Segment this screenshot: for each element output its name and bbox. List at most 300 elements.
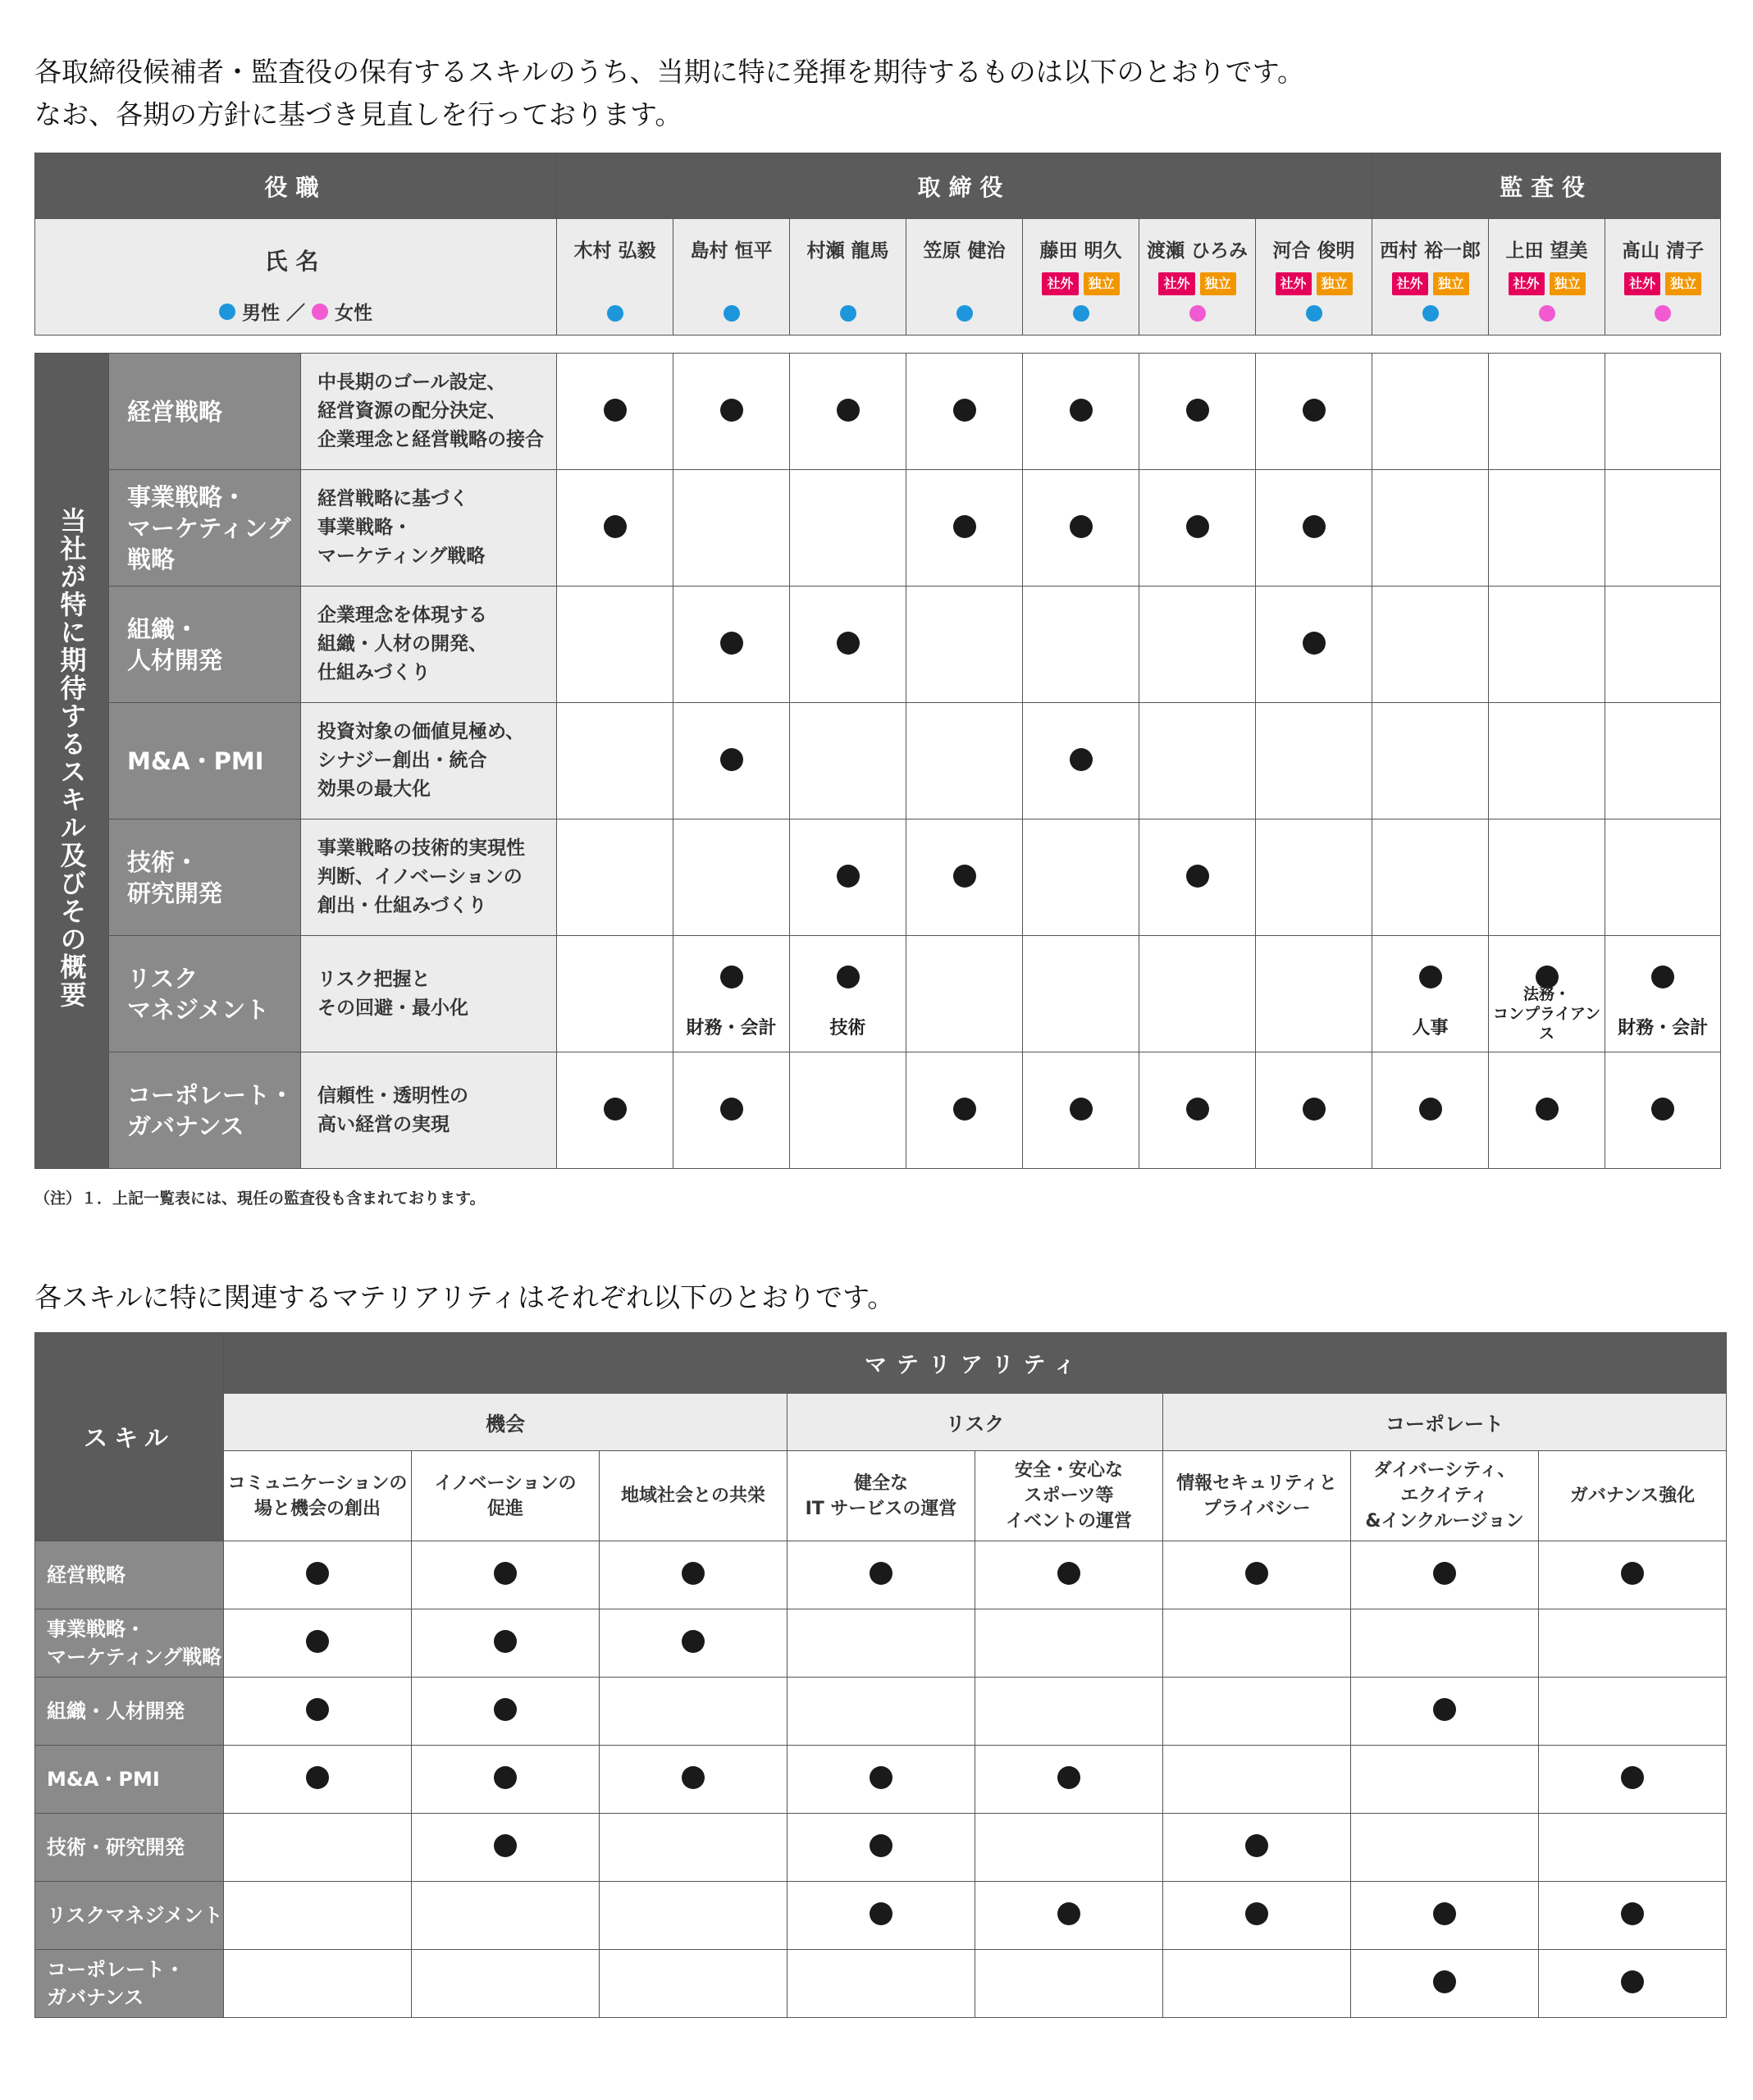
materiality-column-line: コミュニケーションの xyxy=(227,1472,408,1494)
materiality-cell xyxy=(1539,1746,1727,1814)
check-dot-icon xyxy=(1303,399,1326,422)
skill-cell xyxy=(1372,936,1489,1052)
skill-name xyxy=(109,936,301,1052)
skill-description xyxy=(301,354,557,470)
materiality-cell xyxy=(1163,1882,1351,1950)
skill-cell xyxy=(790,587,906,703)
skill-cell xyxy=(557,587,673,703)
skill-cell xyxy=(1372,587,1489,703)
skill-name-line: リスク xyxy=(127,964,199,993)
materiality-cell xyxy=(1539,1678,1727,1746)
materiality-cell xyxy=(1351,1541,1539,1609)
check-dot-icon xyxy=(837,966,860,988)
materiality-skill-line: M&A・PMI xyxy=(47,1768,160,1791)
male-dot-icon xyxy=(219,304,235,320)
check-dot-icon xyxy=(494,1766,517,1789)
check-dot-icon xyxy=(953,399,976,422)
independent-tag: 独立 xyxy=(1433,272,1469,295)
materiality-column xyxy=(412,1451,600,1541)
materiality-cell xyxy=(787,1882,975,1950)
skill-cell xyxy=(1023,936,1139,1052)
legend-male: 男性 xyxy=(242,303,280,324)
skill-cell xyxy=(557,354,673,470)
check-dot-icon xyxy=(604,399,627,422)
materiality-row xyxy=(35,1609,1727,1678)
check-dot-icon xyxy=(682,1562,705,1585)
person-tags xyxy=(1605,272,1720,295)
materiality-cell xyxy=(412,1678,600,1746)
check-dot-icon xyxy=(1057,1766,1080,1789)
materiality-cell xyxy=(224,1609,412,1678)
materiality-cell xyxy=(787,1746,975,1814)
skill-row xyxy=(35,936,1721,1052)
legend-separator: ／ xyxy=(286,303,305,324)
check-dot-icon xyxy=(870,1902,892,1925)
independent-tag: 独立 xyxy=(1084,272,1120,295)
skill-description-line: 企業理念と経営戦略の接合 xyxy=(317,429,544,450)
header-auditors: 監査役 xyxy=(1372,153,1721,219)
skill-description-line: 信頼性・透明性の xyxy=(317,1084,468,1107)
skill-cell xyxy=(906,470,1023,587)
materiality-cell xyxy=(975,1678,1163,1746)
materiality-cell xyxy=(1351,1609,1539,1678)
materiality-row xyxy=(35,1746,1727,1814)
skill-description-line: リスク把握と xyxy=(317,968,431,990)
skill-cell xyxy=(1489,587,1605,703)
skill-cell xyxy=(673,470,790,587)
side-label xyxy=(35,354,109,1169)
skill-cell xyxy=(1256,354,1372,470)
skill-matrix-table xyxy=(34,153,1721,1169)
skill-cell xyxy=(1256,587,1372,703)
female-dot-icon xyxy=(1189,305,1206,322)
materiality-cell xyxy=(224,1541,412,1609)
skill-cell xyxy=(1489,470,1605,587)
materiality-column-line: 情報セキュリティと xyxy=(1176,1472,1337,1494)
materiality-column-line: 安全・安心な xyxy=(1014,1460,1123,1481)
materiality-cell xyxy=(600,1609,787,1678)
materiality-row xyxy=(35,1678,1727,1746)
person-header xyxy=(673,219,790,336)
materiality-cell xyxy=(600,1950,787,2018)
materiality-column xyxy=(224,1451,412,1541)
legend-female: 女性 xyxy=(335,303,372,324)
person-header xyxy=(1489,219,1605,336)
check-dot-icon xyxy=(1070,399,1093,422)
skill-description-line: 組織・人材の開発、 xyxy=(317,633,487,655)
skill-cell xyxy=(1489,354,1605,470)
skill-cell xyxy=(1023,1052,1139,1169)
materiality-table xyxy=(34,1332,1727,2018)
materiality-row xyxy=(35,1882,1727,1950)
skill-description-line: 効果の最大化 xyxy=(317,778,431,800)
materiality-column-line: スポーツ等 xyxy=(1024,1486,1114,1506)
materiality-header: マテリアリティ xyxy=(224,1333,1727,1394)
skill-cell xyxy=(1023,819,1139,936)
check-dot-icon xyxy=(494,1698,517,1721)
check-dot-icon xyxy=(953,1098,976,1121)
skill-note: 財務・会計 xyxy=(686,1018,777,1039)
gender-legend xyxy=(35,298,556,325)
person-header xyxy=(1023,219,1139,336)
skill-cell xyxy=(906,354,1023,470)
skill-description-line: 高い経営の実現 xyxy=(317,1113,450,1135)
skill-cell xyxy=(1372,703,1489,819)
skill-cell xyxy=(673,936,790,1052)
skill-cell xyxy=(1372,470,1489,587)
materiality-cell xyxy=(975,1814,1163,1882)
materiality-cell xyxy=(600,1541,787,1609)
check-dot-icon xyxy=(1186,865,1209,888)
skill-cell xyxy=(1605,1052,1721,1169)
female-dot-icon xyxy=(1539,305,1555,322)
male-dot-icon xyxy=(1073,305,1089,322)
materiality-column-line: 健全な xyxy=(853,1472,908,1494)
skill-description xyxy=(301,819,557,936)
materiality-skill xyxy=(35,1746,224,1814)
skill-description-line: マーケティング戦略 xyxy=(317,546,486,567)
materiality-skill-line: リスクマネジメント xyxy=(47,1904,223,1927)
materiality-column xyxy=(1163,1451,1351,1541)
person-name: 藤田 明久 xyxy=(1039,240,1122,262)
skill-row xyxy=(35,1052,1721,1169)
person-header xyxy=(790,219,906,336)
skill-row xyxy=(35,819,1721,936)
skill-row xyxy=(35,703,1721,819)
materiality-cell xyxy=(1163,1541,1351,1609)
skill-name xyxy=(109,819,301,936)
skill-cell xyxy=(1605,936,1721,1052)
skill-description xyxy=(301,703,557,819)
check-dot-icon xyxy=(1419,1098,1442,1121)
skill-cell xyxy=(1489,819,1605,936)
skill-description-line: シナジー創出・統合 xyxy=(317,750,487,771)
skill-description-line: 事業戦略・ xyxy=(317,517,412,538)
check-dot-icon xyxy=(1621,1902,1644,1925)
skill-description-line: 創出・仕組みづくり xyxy=(317,895,487,916)
materiality-skill-line: 組織・人材開発 xyxy=(47,1700,185,1723)
check-dot-icon xyxy=(306,1562,329,1585)
skill-name-line: M&A・PMI xyxy=(127,746,264,775)
skill-cell xyxy=(1605,819,1721,936)
person-header xyxy=(557,219,673,336)
name-header xyxy=(35,219,557,336)
person-header xyxy=(1256,219,1372,336)
outside-tag: 社外 xyxy=(1624,272,1660,295)
person-header xyxy=(906,219,1023,336)
person-name: 河合 俊明 xyxy=(1272,240,1355,262)
materiality-cell xyxy=(1351,1950,1539,2018)
skill-cell xyxy=(1139,354,1256,470)
check-dot-icon xyxy=(837,399,860,422)
skill-name-line: マネジメント xyxy=(127,995,270,1024)
skill-cell xyxy=(1023,354,1139,470)
skill-cell xyxy=(673,587,790,703)
materiality-column xyxy=(1351,1451,1539,1541)
skill-name xyxy=(109,1052,301,1169)
materiality-skill xyxy=(35,1950,224,2018)
check-dot-icon xyxy=(306,1766,329,1789)
materiality-cell xyxy=(600,1678,787,1746)
check-dot-icon xyxy=(1621,1562,1644,1585)
materiality-skill-line: マーケティング戦略 xyxy=(47,1646,222,1669)
check-dot-icon xyxy=(1621,1766,1644,1789)
person-tags xyxy=(1256,272,1372,295)
materiality-cell xyxy=(787,1814,975,1882)
materiality-skill-line: ガバナンス xyxy=(47,1986,144,2009)
intro-line-2: なお、各期の方針に基づき見直しを行っております。 xyxy=(34,98,682,130)
materiality-column-line: イノベーションの xyxy=(434,1472,577,1494)
check-dot-icon xyxy=(1651,966,1674,988)
skill-note: 法務・ コンプライアンス xyxy=(1493,985,1601,1043)
skill-row xyxy=(35,587,1721,703)
person-name: 木村 弘毅 xyxy=(573,240,656,262)
skill-description xyxy=(301,1052,557,1169)
materiality-cell xyxy=(600,1746,787,1814)
materiality-column-line: ガバナンス強化 xyxy=(1569,1486,1696,1506)
header-role: 役職 xyxy=(35,153,557,219)
check-dot-icon xyxy=(1651,1098,1674,1121)
materiality-cell xyxy=(1539,1541,1727,1609)
skill-cell xyxy=(557,819,673,936)
check-dot-icon xyxy=(953,865,976,888)
materiality-cell xyxy=(1351,1882,1539,1950)
check-dot-icon xyxy=(1621,1970,1644,1993)
skill-cell xyxy=(1256,819,1372,936)
skill-cell xyxy=(790,819,906,936)
materiality-cell xyxy=(787,1541,975,1609)
skill-cell xyxy=(906,703,1023,819)
skill-name-line: 組織・ xyxy=(127,614,199,643)
intro-line-1: 各取締役候補者・監査役の保有するスキルのうち、当期に特に発揮を期待するものは以下のとおりです。 xyxy=(34,56,1305,88)
materiality-cell xyxy=(224,1950,412,2018)
skill-name-line: ガバナンス xyxy=(127,1112,244,1140)
skill-cell xyxy=(906,587,1023,703)
skill-name-line: 研究開発 xyxy=(127,879,223,907)
intro-text xyxy=(34,51,1304,136)
materiality-column-line: IT サービスの運営 xyxy=(805,1498,957,1519)
materiality-cell xyxy=(975,1609,1163,1678)
check-dot-icon xyxy=(870,1766,892,1789)
skill-cell xyxy=(673,354,790,470)
skill-cell xyxy=(1139,819,1256,936)
skill-description-line: 経営戦略に基づく xyxy=(317,488,468,509)
skill-cell xyxy=(1023,703,1139,819)
person-name: 笠原 健治 xyxy=(923,240,1006,262)
outside-tag: 社外 xyxy=(1392,272,1428,295)
skill-description-line: 企業理念を体現する xyxy=(317,605,487,626)
skill-note: 人事 xyxy=(1412,1018,1449,1039)
outside-tag: 社外 xyxy=(1509,272,1545,295)
skill-cell xyxy=(1139,470,1256,587)
skill-cell xyxy=(1605,470,1721,587)
materiality-group: 機会 xyxy=(224,1394,787,1451)
skill-cell xyxy=(790,470,906,587)
skill-note: 技術 xyxy=(829,1018,866,1039)
materiality-column-line: ダイバーシティ、 xyxy=(1373,1460,1516,1481)
materiality-skill xyxy=(35,1541,224,1609)
materiality-cell xyxy=(1163,1609,1351,1678)
check-dot-icon xyxy=(1186,1098,1209,1121)
check-dot-icon xyxy=(1303,515,1326,538)
skill-name-line: コーポレート・ xyxy=(127,1080,294,1109)
skill-cell xyxy=(557,1052,673,1169)
check-dot-icon xyxy=(1419,966,1442,988)
skill-description xyxy=(301,587,557,703)
skill-cell xyxy=(1256,703,1372,819)
skill-cell xyxy=(790,703,906,819)
materiality-cell xyxy=(787,1950,975,2018)
check-dot-icon xyxy=(1536,1098,1559,1121)
check-dot-icon xyxy=(720,966,743,988)
check-dot-icon xyxy=(306,1698,329,1721)
skill-cell xyxy=(906,819,1023,936)
materiality-skill-line: 技術・研究開発 xyxy=(47,1836,185,1859)
materiality-cell xyxy=(224,1678,412,1746)
materiality-column-line: &インクルージョン xyxy=(1365,1511,1524,1532)
person-tags xyxy=(1372,272,1488,295)
materiality-cell xyxy=(975,1746,1163,1814)
materiality-column-line: 地域社会との共栄 xyxy=(620,1486,765,1506)
skill-description xyxy=(301,936,557,1052)
check-dot-icon xyxy=(1186,515,1209,538)
skill-cell xyxy=(1489,936,1605,1052)
materiality-cell xyxy=(1539,1814,1727,1882)
materiality-cell xyxy=(1163,1950,1351,2018)
materiality-column-line: 場と機会の創出 xyxy=(253,1498,381,1519)
skill-cell xyxy=(557,470,673,587)
skill-name-line: マーケティング xyxy=(127,514,291,542)
skill-name-line: 事業戦略・ xyxy=(127,482,247,511)
male-dot-icon xyxy=(1306,305,1322,322)
check-dot-icon xyxy=(720,1098,743,1121)
materiality-cell xyxy=(224,1746,412,1814)
person-name: 上田 望美 xyxy=(1505,240,1588,262)
skill-note: 財務・会計 xyxy=(1618,1018,1709,1039)
skill-name xyxy=(109,587,301,703)
materiality-cell xyxy=(224,1814,412,1882)
check-dot-icon xyxy=(604,515,627,538)
materiality-cell xyxy=(600,1814,787,1882)
independent-tag: 独立 xyxy=(1200,272,1236,295)
skill-cell xyxy=(906,936,1023,1052)
materiality-cell xyxy=(1163,1678,1351,1746)
materiality-cell xyxy=(1351,1746,1539,1814)
check-dot-icon xyxy=(494,1630,517,1653)
materiality-skill xyxy=(35,1882,224,1950)
check-dot-icon xyxy=(870,1834,892,1857)
person-header xyxy=(1372,219,1489,336)
male-dot-icon xyxy=(607,305,623,322)
skill-description-line: 中長期のゴール設定、 xyxy=(317,372,506,393)
skill-cell xyxy=(673,1052,790,1169)
outside-tag: 社外 xyxy=(1158,272,1194,295)
check-dot-icon xyxy=(1070,515,1093,538)
skill-cell xyxy=(557,936,673,1052)
materiality-column xyxy=(975,1451,1163,1541)
materiality-cell xyxy=(1163,1746,1351,1814)
check-dot-icon xyxy=(953,515,976,538)
materiality-row xyxy=(35,1814,1727,1882)
materiality-cell xyxy=(412,1882,600,1950)
skill-cell xyxy=(1023,587,1139,703)
materiality-skill xyxy=(35,1609,224,1678)
check-dot-icon xyxy=(1070,748,1093,771)
skill-cell xyxy=(557,703,673,819)
materiality-group: コーポレート xyxy=(1163,1394,1727,1451)
check-dot-icon xyxy=(1433,1902,1456,1925)
check-dot-icon xyxy=(1057,1902,1080,1925)
skill-name-line: 技術・ xyxy=(127,847,199,876)
skill-name-line: 戦略 xyxy=(127,545,176,573)
check-dot-icon xyxy=(837,632,860,655)
check-dot-icon xyxy=(1245,1902,1268,1925)
materiality-cell xyxy=(787,1609,975,1678)
check-dot-icon xyxy=(1303,1098,1326,1121)
materiality-cell xyxy=(1163,1814,1351,1882)
check-dot-icon xyxy=(720,399,743,422)
skill-cell xyxy=(1139,1052,1256,1169)
side-label-text: 当社が特に期待するスキル及びその概要 xyxy=(56,506,88,1009)
skill-row xyxy=(35,470,1721,587)
materiality-cell xyxy=(975,1950,1163,2018)
skill-description-line: 投資対象の価値見極め、 xyxy=(317,721,525,742)
materiality-cell xyxy=(1539,1609,1727,1678)
check-dot-icon xyxy=(870,1562,892,1585)
skill-name xyxy=(109,703,301,819)
check-dot-icon xyxy=(604,1098,627,1121)
check-dot-icon xyxy=(1433,1562,1456,1585)
check-dot-icon xyxy=(1186,399,1209,422)
check-dot-icon xyxy=(682,1766,705,1789)
skill-cell xyxy=(673,819,790,936)
skill-description-line: 経営資源の配分決定、 xyxy=(317,400,506,422)
skill-cell xyxy=(673,703,790,819)
materiality-intro: 各スキルに特に関連するマテリアリティはそれぞれ以下のとおりです。 xyxy=(34,1281,895,1313)
materiality-cell xyxy=(1539,1950,1727,2018)
check-dot-icon xyxy=(1433,1698,1456,1721)
materiality-cell xyxy=(787,1678,975,1746)
skill-cell xyxy=(1605,703,1721,819)
check-dot-icon xyxy=(682,1630,705,1653)
skill-description-line: 判断、イノベーションの xyxy=(317,866,523,888)
skill-description-line: 仕組みづくり xyxy=(317,662,431,683)
person-tags xyxy=(1489,272,1605,295)
skill-name-line: 人材開発 xyxy=(127,646,223,674)
independent-tag: 独立 xyxy=(1665,272,1701,295)
materiality-column-line: プライバシー xyxy=(1203,1498,1311,1519)
skill-description-line: その回避・最小化 xyxy=(317,997,468,1019)
skill-name xyxy=(109,470,301,587)
name-label: 氏名 xyxy=(264,248,327,275)
person-header xyxy=(1605,219,1721,336)
person-name: 村瀬 龍馬 xyxy=(806,240,889,262)
skill-cell xyxy=(790,354,906,470)
skill-name-line: 経営戦略 xyxy=(127,397,223,426)
check-dot-icon xyxy=(1245,1562,1268,1585)
male-dot-icon xyxy=(724,305,740,322)
materiality-group: リスク xyxy=(787,1394,1163,1451)
female-dot-icon xyxy=(312,304,328,320)
materiality-row xyxy=(35,1541,1727,1609)
materiality-cell xyxy=(600,1882,787,1950)
skill-cell xyxy=(1605,354,1721,470)
skill-cell xyxy=(1139,936,1256,1052)
person-header xyxy=(1139,219,1256,336)
materiality-column-line: イベントの運営 xyxy=(1005,1511,1132,1532)
materiality-cell xyxy=(412,1541,600,1609)
skill-cell xyxy=(1489,703,1605,819)
